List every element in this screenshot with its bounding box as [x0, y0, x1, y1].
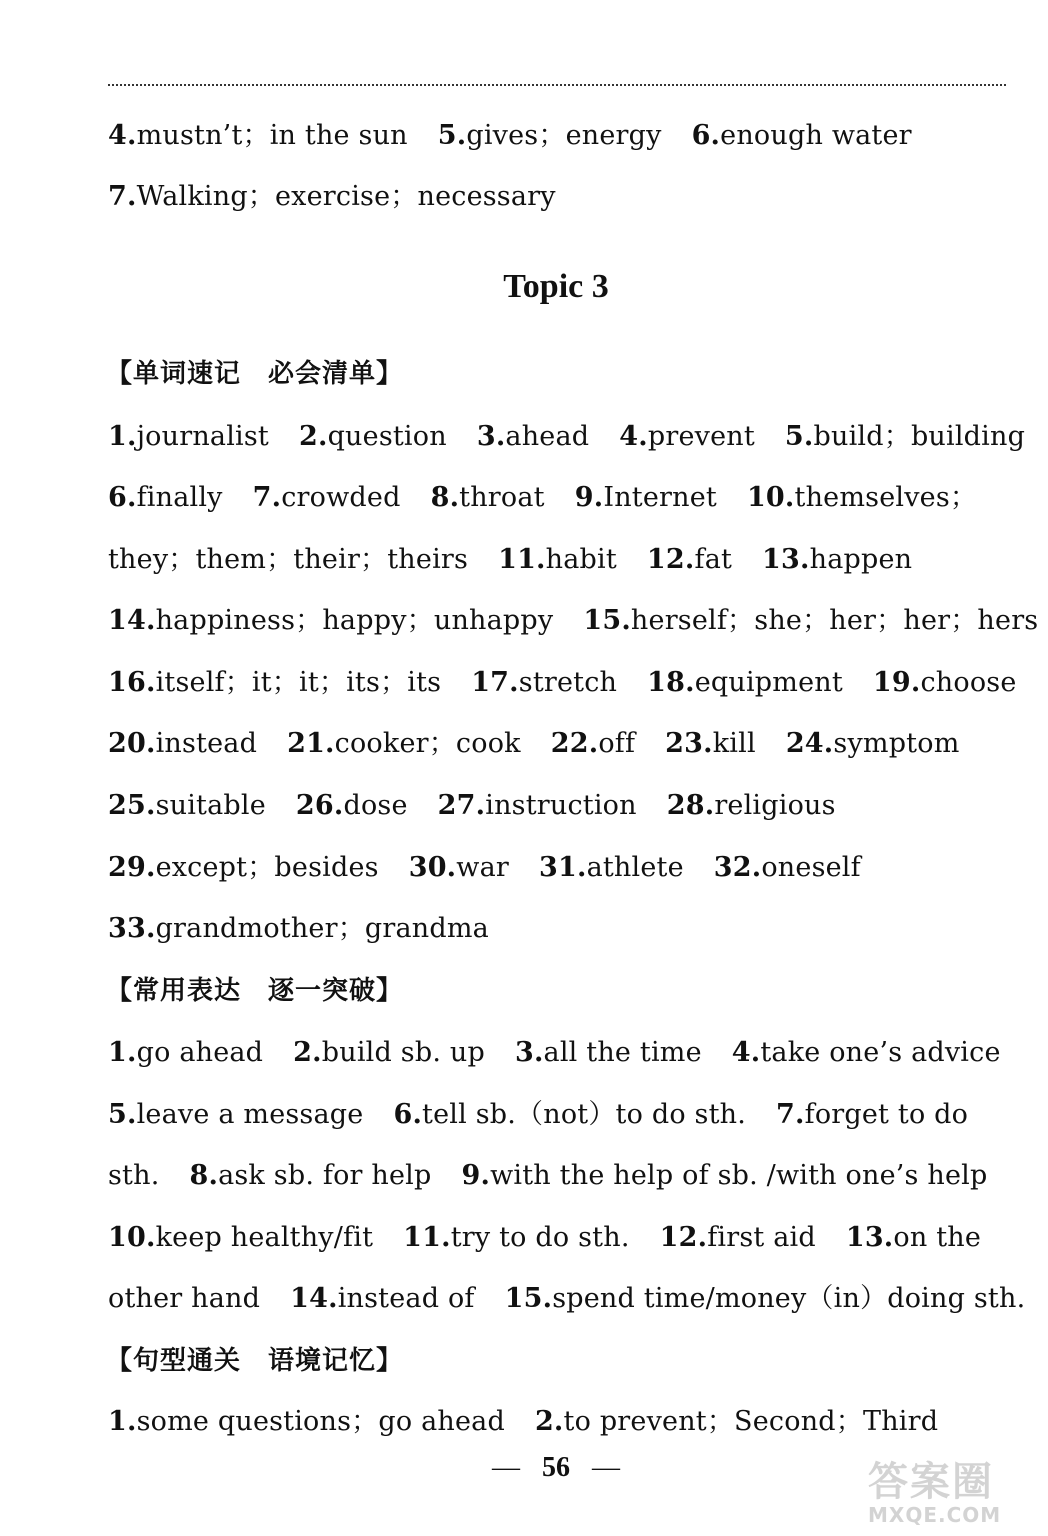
- item-number: 11.: [498, 544, 546, 575]
- item-number: 26.: [295, 790, 344, 821]
- item-number: 2.: [293, 1037, 322, 1068]
- answer-text: habit: [545, 544, 617, 575]
- item-number: 14.: [108, 605, 156, 636]
- answer-text: itself；it；it；its；its: [155, 667, 442, 698]
- answer-item: [498, 544, 617, 575]
- answer-item: [431, 482, 545, 513]
- answer-item: [583, 605, 1038, 636]
- answer-item: [539, 852, 684, 883]
- answer-item: [108, 421, 269, 452]
- item-number: 6.: [393, 1099, 423, 1130]
- section-heading-vocabulary: 【单词速记 必会清单】: [106, 359, 404, 389]
- answer-text: enough water: [720, 120, 912, 151]
- item-number: 8.: [189, 1160, 219, 1191]
- item-number: 12.: [646, 544, 695, 575]
- item-number: 10.: [108, 1222, 156, 1253]
- section-heading-expressions: 【常用表达 逐一突破】: [106, 976, 404, 1006]
- answer-item: [786, 728, 960, 759]
- topic-title: Topic 3: [503, 268, 609, 305]
- answer-item: [647, 544, 732, 575]
- item-number: 13.: [845, 1222, 894, 1253]
- answer-line: [108, 481, 977, 515]
- answer-text: except；besides: [155, 852, 379, 883]
- item-number: 10.: [746, 482, 795, 513]
- answer-text: take one’s advice: [760, 1037, 1001, 1068]
- answer-text: try to do sth.: [450, 1222, 630, 1253]
- answer-item: [108, 1283, 260, 1314]
- answer-line: [108, 1282, 1025, 1316]
- answer-item: [471, 667, 617, 698]
- answer-line: [108, 727, 960, 761]
- answer-line: [108, 420, 1025, 454]
- answer-text: build sb. up: [321, 1037, 485, 1068]
- answer-text: dose: [343, 790, 408, 821]
- answer-text: tell sb.（not）to do sth.: [422, 1099, 747, 1130]
- item-number: 7.: [776, 1099, 805, 1130]
- item-number: 24.: [785, 728, 834, 759]
- answer-item: [667, 790, 836, 821]
- answer-text: crowded: [281, 482, 401, 513]
- answer-item: [647, 667, 843, 698]
- answer-item: [108, 605, 553, 636]
- item-number: 23.: [665, 728, 713, 759]
- answer-line: [108, 1405, 938, 1439]
- answer-text: throat: [459, 482, 545, 513]
- section-heading-sentences: 【句型通关 语境记忆】: [106, 1346, 404, 1376]
- page-number: — 56 —: [492, 1452, 620, 1483]
- item-number: 4.: [619, 421, 648, 452]
- item-number: 15.: [504, 1283, 553, 1314]
- item-number: 7.: [108, 181, 137, 212]
- answer-item: [438, 790, 637, 821]
- item-number: 29.: [108, 852, 156, 883]
- answer-line: [108, 604, 1038, 638]
- item-number: 16.: [108, 667, 156, 698]
- item-number: 5.: [437, 120, 467, 151]
- answer-text: with the help of sb. /with one’s help: [490, 1160, 988, 1191]
- answer-item: [438, 120, 662, 151]
- answer-line: [108, 1098, 968, 1132]
- answer-text: on the: [893, 1222, 982, 1253]
- item-number: 4.: [731, 1037, 761, 1068]
- answer-text: gives；energy: [466, 120, 662, 151]
- answer-item: [287, 728, 521, 759]
- dotted-divider: [108, 84, 1006, 86]
- answer-item: [762, 544, 912, 575]
- answer-text: some questions；go ahead: [136, 1406, 505, 1437]
- item-number: 6.: [108, 482, 137, 513]
- answer-text: happen: [809, 544, 913, 575]
- item-number: 18.: [647, 667, 695, 698]
- answer-text: mustn’t；in the sun: [136, 120, 408, 151]
- answer-text: themselves；: [794, 482, 978, 513]
- item-number: 15.: [583, 605, 631, 636]
- item-number: 1.: [108, 1406, 137, 1437]
- answer-item: [660, 1222, 816, 1253]
- answer-text: keep healthy/fit: [155, 1222, 374, 1253]
- answer-item: [515, 1037, 702, 1068]
- answer-item: [409, 852, 509, 883]
- answer-item: [108, 1160, 159, 1191]
- answer-line: [108, 1036, 1001, 1070]
- answer-item: [747, 482, 977, 513]
- answer-line: [108, 1221, 981, 1255]
- watermark-logo: 答案圈 MXQE.COM: [868, 1459, 1002, 1527]
- answer-text: to prevent；Second；Third: [563, 1406, 939, 1437]
- answer-text: ahead: [505, 421, 590, 452]
- answer-text: athlete: [586, 852, 684, 883]
- answer-text: grandmother；grandma: [155, 913, 489, 944]
- answer-item: [108, 1406, 505, 1437]
- answer-text: prevent: [647, 421, 755, 452]
- answer-text: Walking；exercise；necessary: [136, 181, 556, 212]
- item-number: 8.: [430, 482, 460, 513]
- item-number: 11.: [403, 1222, 451, 1253]
- answer-item: [290, 1283, 475, 1314]
- answer-line: [108, 789, 836, 823]
- answer-item: [462, 1160, 988, 1191]
- item-number: 30.: [408, 852, 457, 883]
- item-number: 21.: [287, 728, 335, 759]
- item-number: 28.: [666, 790, 715, 821]
- answer-line: [108, 1159, 987, 1193]
- item-number: 5.: [784, 421, 814, 452]
- answer-line: [108, 119, 912, 153]
- answer-item: [575, 482, 717, 513]
- answer-text: cooker；cook: [334, 728, 521, 759]
- answer-item: [253, 482, 401, 513]
- answer-text: suitable: [155, 790, 266, 821]
- answer-item: [477, 421, 589, 452]
- answer-text: spend time/money（in）doing sth.: [552, 1283, 1026, 1314]
- answer-text: leave a message: [136, 1099, 364, 1130]
- item-number: 3.: [476, 421, 506, 452]
- answer-item: [108, 482, 223, 513]
- item-number: 31.: [539, 852, 587, 883]
- answer-item: [108, 544, 468, 575]
- answer-item: [293, 1037, 485, 1068]
- answer-item: [692, 120, 912, 151]
- answer-item: [665, 728, 756, 759]
- answer-text: stretch: [518, 667, 618, 698]
- answer-item: [296, 790, 408, 821]
- answer-text: instead of: [337, 1283, 475, 1314]
- answer-item: [732, 1037, 1001, 1068]
- answer-text: other hand: [108, 1283, 261, 1314]
- answer-text: happiness；happy；unhappy: [155, 605, 554, 636]
- item-number: 6.: [691, 120, 721, 151]
- item-number: 17.: [471, 667, 519, 698]
- answer-text: finally: [136, 482, 223, 513]
- answer-line: [108, 666, 1017, 700]
- answer-text: they；them；their；theirs: [108, 544, 469, 575]
- item-number: 2.: [298, 421, 328, 452]
- answer-item: [108, 120, 408, 151]
- item-number: 7.: [252, 482, 282, 513]
- answer-line: [108, 543, 912, 577]
- answer-item: [619, 421, 755, 452]
- item-number: 19.: [872, 667, 921, 698]
- item-number: 1.: [108, 1037, 137, 1068]
- answer-item: [846, 1222, 981, 1253]
- answer-text: all the time: [543, 1037, 702, 1068]
- item-number: 2.: [534, 1406, 564, 1437]
- answer-item: [714, 852, 861, 883]
- item-number: 12.: [659, 1222, 708, 1253]
- answer-text: oneself: [761, 852, 861, 883]
- answer-text: instruction: [485, 790, 637, 821]
- answer-item: [785, 421, 1025, 452]
- answer-text: herself；she；her；her；hers: [630, 605, 1039, 636]
- answer-item: [108, 1222, 373, 1253]
- answer-text: religious: [714, 790, 836, 821]
- answer-item: [108, 181, 556, 212]
- item-number: 20.: [108, 728, 156, 759]
- item-number: 9.: [574, 482, 604, 513]
- answer-item: [108, 1099, 363, 1130]
- answer-text: go ahead: [136, 1037, 264, 1068]
- answer-item: [108, 852, 379, 883]
- item-number: 3.: [514, 1037, 544, 1068]
- answer-text: symptom: [833, 728, 960, 759]
- answer-text: war: [456, 852, 509, 883]
- answer-text: ask sb. for help: [218, 1160, 432, 1191]
- answer-line: [108, 912, 489, 946]
- answer-line: [108, 851, 861, 885]
- item-number: 32.: [713, 852, 762, 883]
- answer-item: [108, 913, 489, 944]
- answer-item: [403, 1222, 629, 1253]
- answer-item: [108, 790, 266, 821]
- answer-item: [873, 667, 1017, 698]
- item-number: 14.: [290, 1283, 338, 1314]
- answer-text: build；building: [813, 421, 1026, 452]
- answer-item: [393, 1099, 746, 1130]
- answer-text: question: [327, 421, 447, 452]
- answer-text: off: [598, 728, 636, 759]
- item-number: 9.: [461, 1160, 491, 1191]
- answer-text: first aid: [707, 1222, 816, 1253]
- answer-text: kill: [712, 728, 756, 759]
- answer-text: choose: [920, 667, 1017, 698]
- item-number: 1.: [108, 421, 137, 452]
- answer-item: [299, 421, 447, 452]
- answer-item: [551, 728, 635, 759]
- answer-text: journalist: [136, 421, 269, 452]
- answer-text: Internet: [603, 482, 717, 513]
- answer-text: fat: [694, 544, 733, 575]
- answer-text: sth.: [108, 1160, 160, 1191]
- answer-item: [505, 1283, 1026, 1314]
- answer-item: [108, 1037, 263, 1068]
- answer-text: forget to do: [804, 1099, 969, 1130]
- item-number: 25.: [108, 790, 156, 821]
- item-number: 33.: [108, 913, 156, 944]
- answer-text: equipment: [694, 667, 843, 698]
- answer-text: instead: [155, 728, 258, 759]
- answer-item: [108, 667, 441, 698]
- answer-item: [189, 1160, 431, 1191]
- item-number: 22.: [550, 728, 599, 759]
- item-number: 27.: [437, 790, 486, 821]
- item-number: 4.: [108, 120, 137, 151]
- answer-item: [776, 1099, 968, 1130]
- item-number: 5.: [108, 1099, 137, 1130]
- answer-line: [108, 180, 556, 214]
- answer-item: [108, 728, 257, 759]
- answer-item: [535, 1406, 938, 1437]
- item-number: 13.: [762, 544, 810, 575]
